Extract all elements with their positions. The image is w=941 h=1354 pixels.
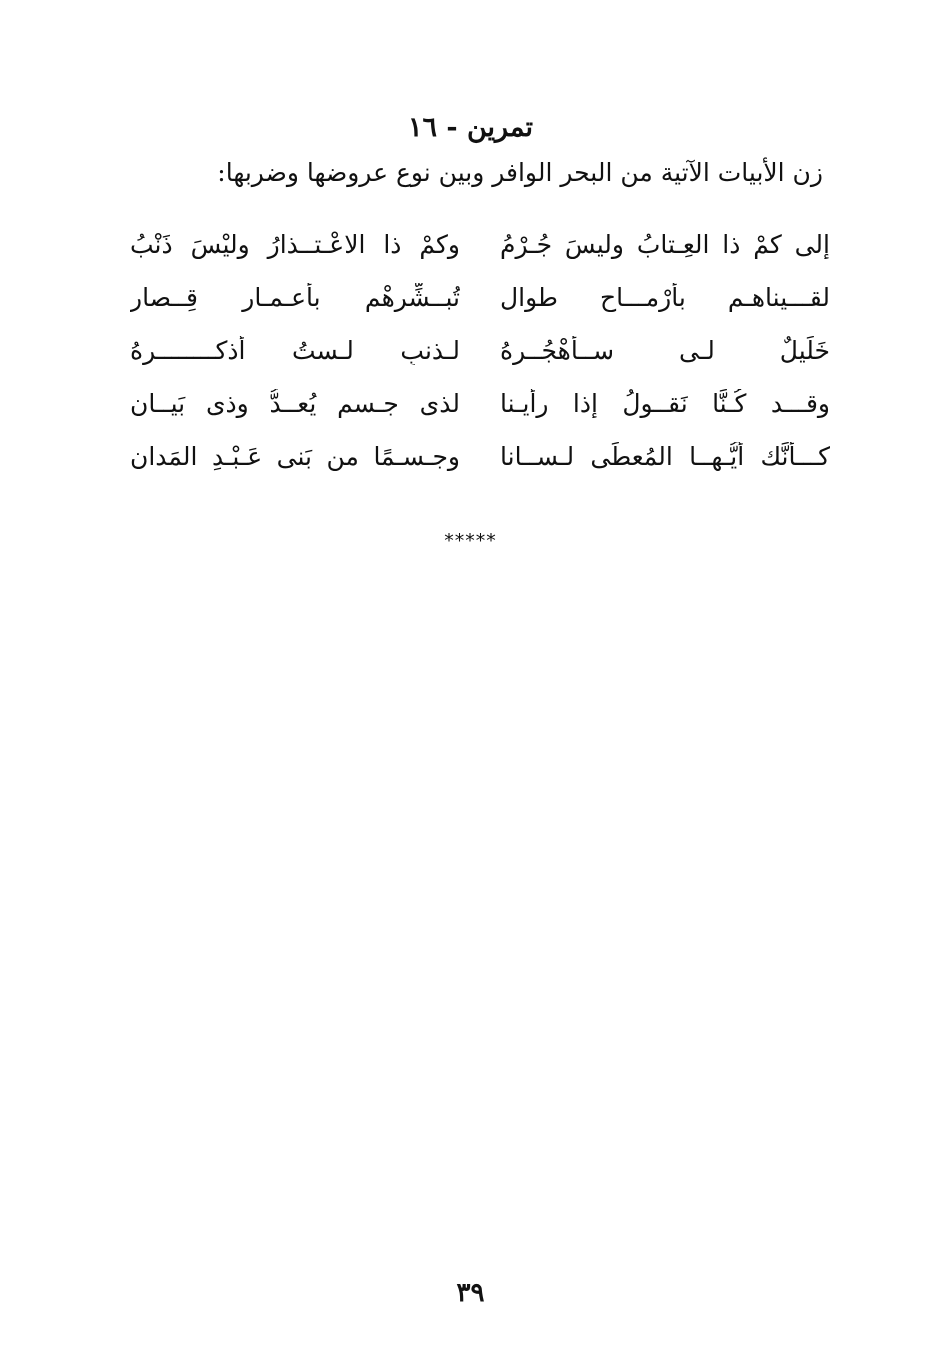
- verse-row: [130, 324, 830, 377]
- verse-ajuz: وكمْ ذا الاعْـتــذارُ وليْسَ ذَنْبُ: [130, 230, 460, 259]
- verse-sadr: كـــأنَّك أيُّـهــا المُعطَى لـســانا: [500, 442, 830, 471]
- verse-ajuz: لذى جـسمٍ يُعــدُّ وذى بَيــانِ: [130, 389, 460, 418]
- verse-ajuz: تُبــشِّرهْم بأعـمـارٍ قِــصار: [130, 283, 460, 312]
- exercise-instruction: زن الأبيات الآتية من البحر الوافر وبين نوع عروضها وضربها:: [217, 158, 823, 187]
- verse-row: [130, 430, 830, 483]
- verse-sadr: إلى كمْ ذا العِـتابُ وليسَ جُـرْمُ: [500, 230, 830, 259]
- verse-row: [130, 271, 830, 324]
- verse-ajuz: لـذنبٍ لـستُ أذكــــــــرهُ: [130, 336, 460, 365]
- verse-ajuz: وجـسـمًا من بَنى عَـبْـدِ المَدانِ: [130, 442, 460, 471]
- verse-row: [130, 377, 830, 430]
- verse-sadr: خَلَيلٌ لـى ســأهْجُــرهُ: [500, 336, 830, 365]
- section-ornament: *****: [444, 530, 497, 552]
- verse-sadr: وقـــد كُـنَّا نَقــولُ إذا رأيـنا: [500, 389, 830, 418]
- page-number: ٣٩: [456, 1278, 485, 1308]
- verse-row: [130, 218, 830, 271]
- exercise-title: تمرين - ١٦: [407, 112, 534, 143]
- verse-sadr: لقـــيناهـم بأرْمـــاحٍ طوال: [500, 283, 830, 312]
- verses-block: [130, 218, 830, 483]
